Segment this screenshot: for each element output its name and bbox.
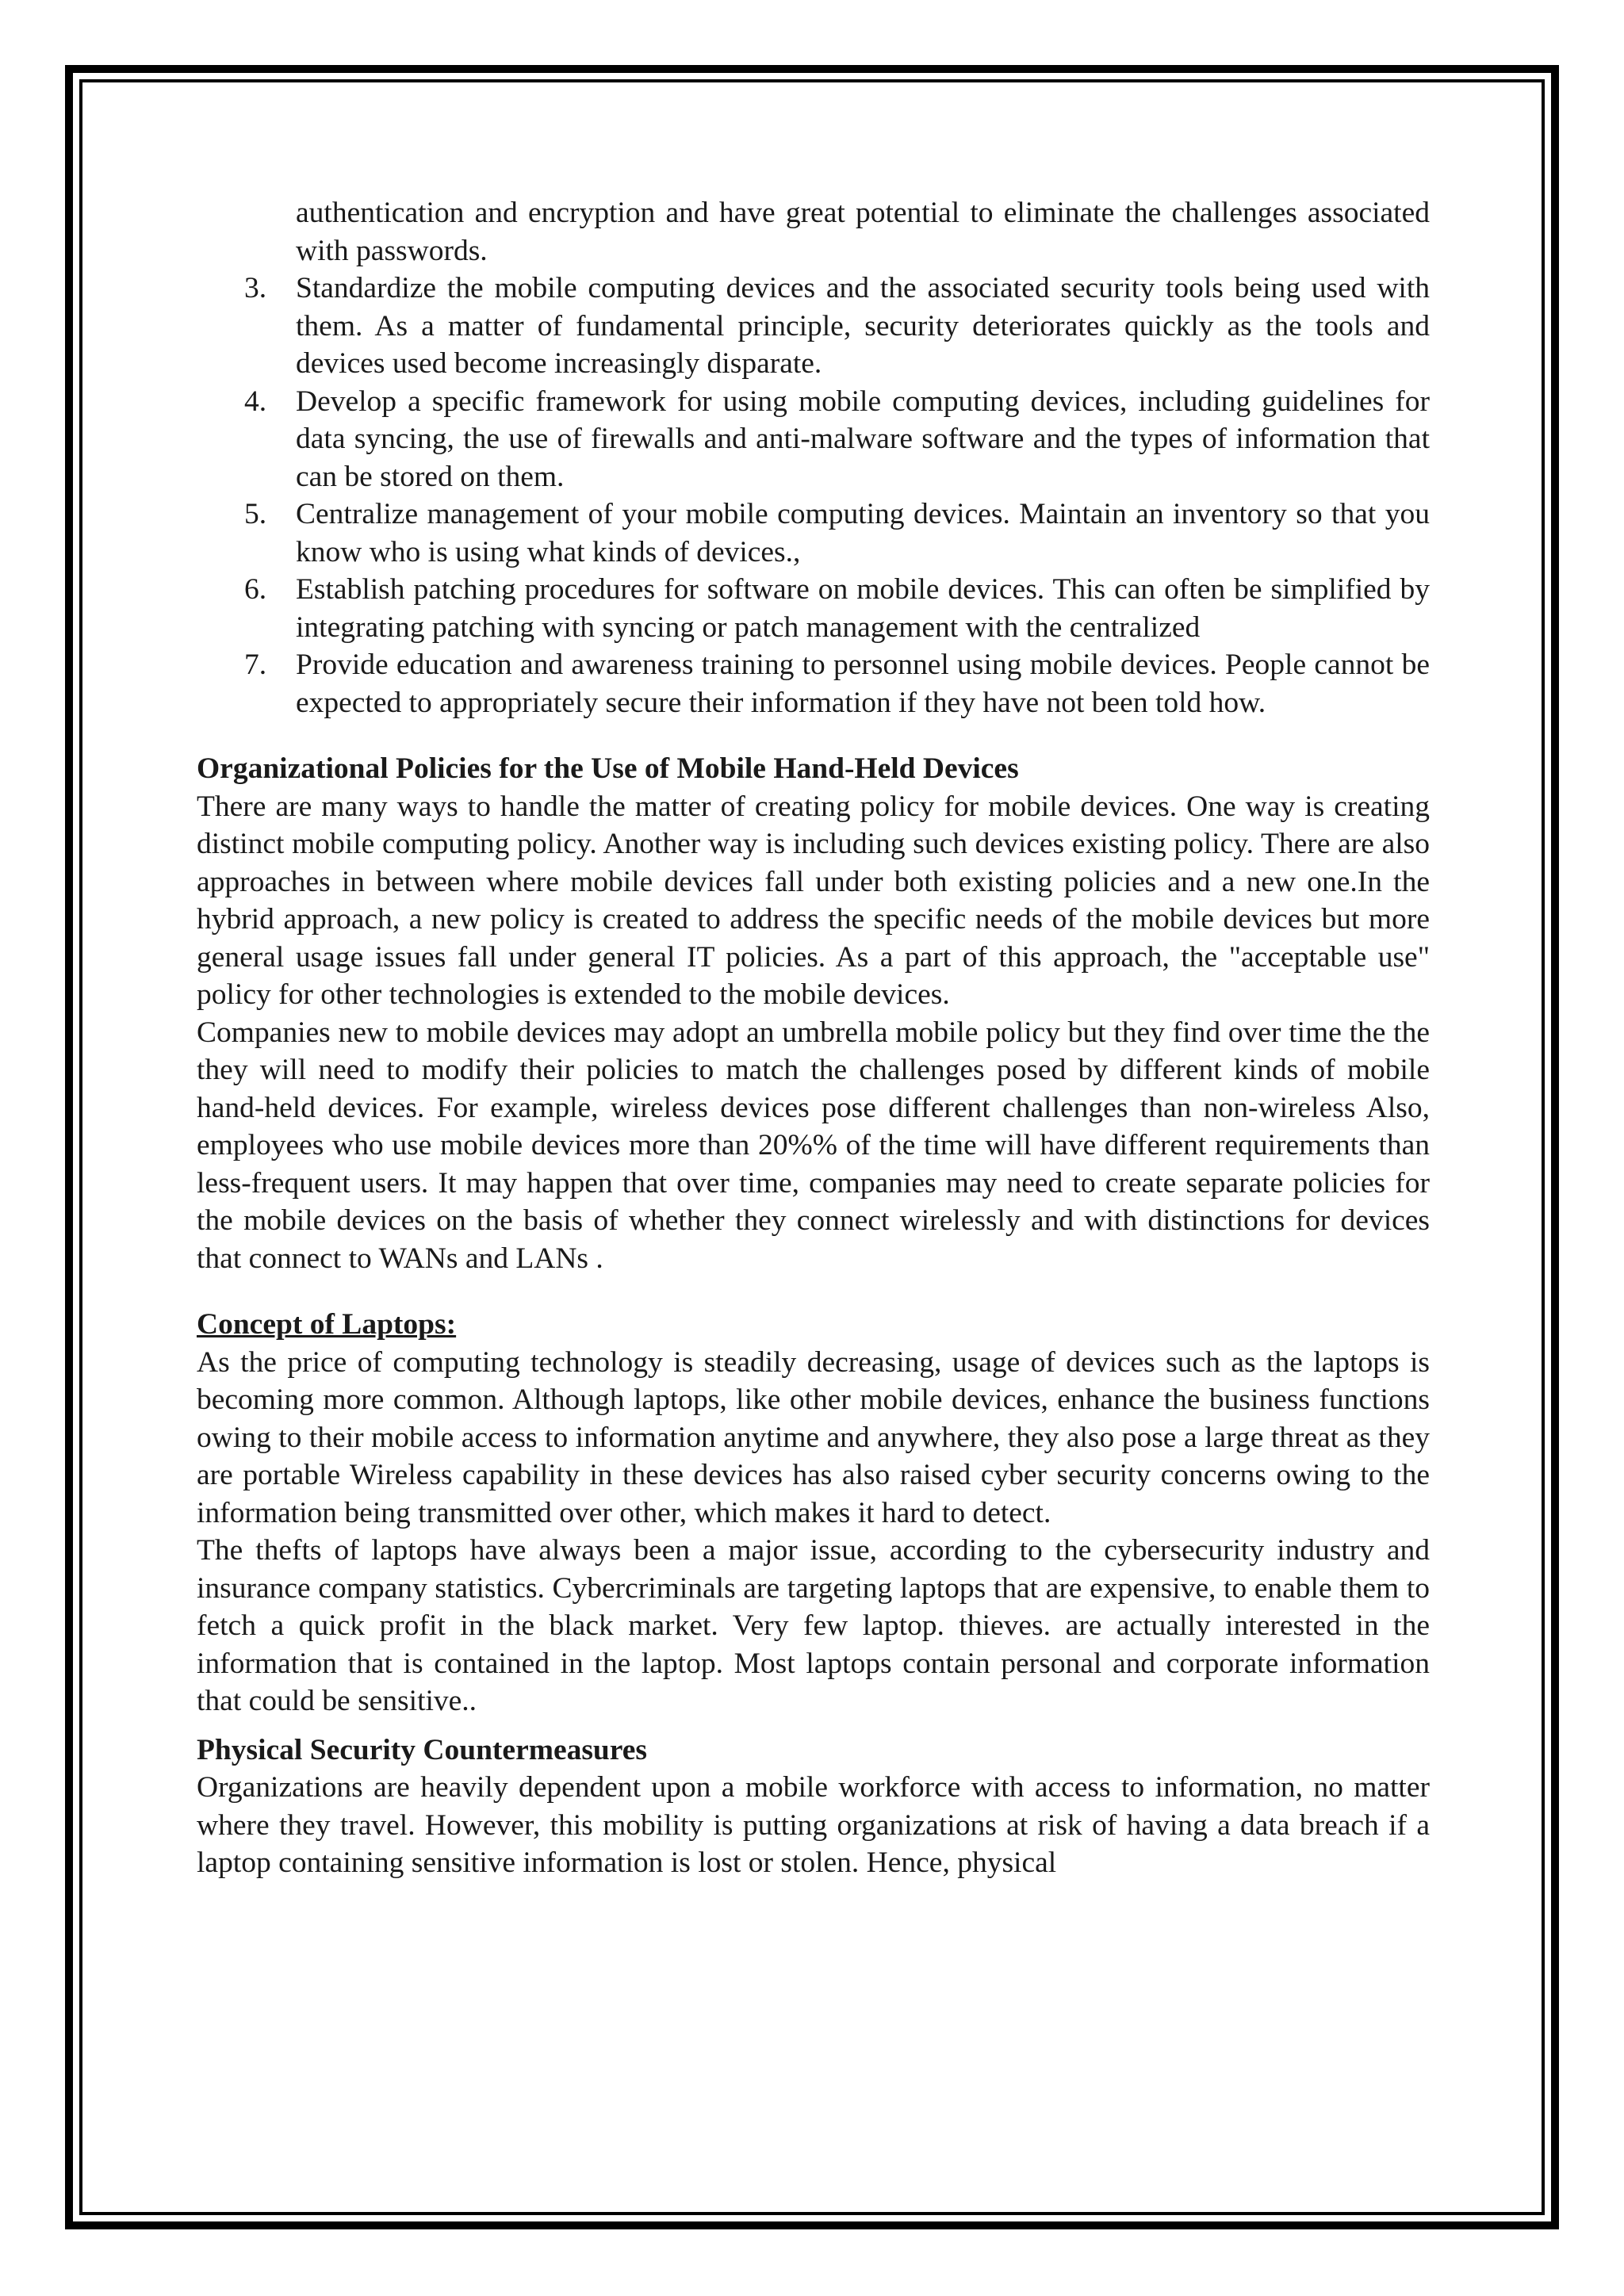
section-heading-physical: Physical Security Countermeasures [197, 1733, 647, 1766]
list-item [197, 383, 1430, 496]
list-item-number: 4. [244, 385, 267, 418]
section-heading-laptops: Concept of Laptops: [197, 1308, 457, 1341]
list-item-number: 7. [244, 649, 267, 681]
paragraph: Organizations are heavily dependent upon a mobile workforce with access to information, no matter where they travel. However, this mobility is putting organizations at risk of having a data breach if a laptop containing sensitive information is lost or stolen. Hence, physical [197, 1771, 1430, 1879]
paragraph: Companies new to mobile devices may adopt an umbrella mobile policy but they find over time the the they will need to modify their policies to match the challenges posed by different kinds of mobile hand-held devices. For example, wireless devices pose different challenges than non-wireless Also, employees who use mobile devices more than 20%% of the time will have different requirements than less-frequent users. It may happen that over time, companies may need to create separate policies for the mobile devices on the basis of whether they connect wirelessly and with distinctions for devices that connect to WANs and LANs . [197, 1016, 1430, 1275]
list-item-text: Develop a specific framework for using mobile computing devices, including guidelines for data syncing, the use of firewalls and anti-malware software and the types of information that can be stored on them. [296, 385, 1430, 493]
list-item-number: 6. [244, 573, 267, 606]
list-item-text: Provide education and awareness training to personnel using mobile devices. People cannot be expected to appropriately secure their information if they have not been told how. [296, 649, 1430, 719]
list-item-text: Establish patching procedures for software on mobile devices. This can often be simplified by integrating patching with syncing or patch management with the centralized [296, 573, 1430, 644]
list-item-text: Standardize the mobile computing devices and the associated security tools being used with them. As a matter of fundamental principle, security deteriorates quickly as the tools and devices used become increasingly disparate. [296, 272, 1430, 380]
paragraph: There are many ways to handle the matter of creating policy for mobile devices. One way is creating distinct mobile computing policy. Another way is including such devices existing policy. There are also approaches in between where mobile devices fall under both existing policies and a new one.In the hybrid approach, a new policy is created to address the specific needs of the mobile devices but more general usage issues fall under general IT policies. As a part of this approach, the "acceptable use" policy for other technologies is extended to the mobile devices. [197, 790, 1430, 1011]
paragraph: The thefts of laptops have always been a major issue, according to the cybersecurity industry and insurance company statistics. Cybercriminals are targeting laptops that are expensive, to enable them to fetch a quick profit in the black market. Very few laptop. thieves. are actually interested in the information that is contained in the laptop. Most laptops contain personal and corporate information that could be sensitive.. [197, 1534, 1430, 1717]
list-item-continuation: authentication and encryption and have great potential to eliminate the challenges associated with passwords. [296, 197, 1430, 267]
list-item [197, 646, 1430, 721]
list-item-number: 5. [244, 498, 267, 530]
spacer [197, 721, 1430, 750]
list-item [197, 571, 1430, 646]
paragraph: As the price of computing technology is steadily decreasing, usage of devices such as the laptops is becoming more common. Although laptops, like other mobile devices, enhance the business functions owing to their mobile access to information anytime and anywhere, they also pose a large threat as they are portable Wireless capability in these devices has also raised cyber security concerns owing to the information being transmitted over other, which makes it hard to detect. [197, 1345, 1430, 1529]
document-body [197, 194, 1430, 1882]
list-item [197, 270, 1430, 383]
section-heading-policies: Organizational Policies for the Use of Mobile Hand-Held Devices [197, 752, 1019, 785]
spacer [197, 1277, 1430, 1306]
recommendations-list [197, 270, 1430, 721]
list-item-number: 3. [244, 272, 267, 304]
list-item-text: Centralize management of your mobile computing devices. Maintain an inventory so that you know who is using what kinds of devices., [296, 498, 1430, 568]
spacer [197, 1720, 1430, 1732]
list-item [197, 496, 1430, 571]
